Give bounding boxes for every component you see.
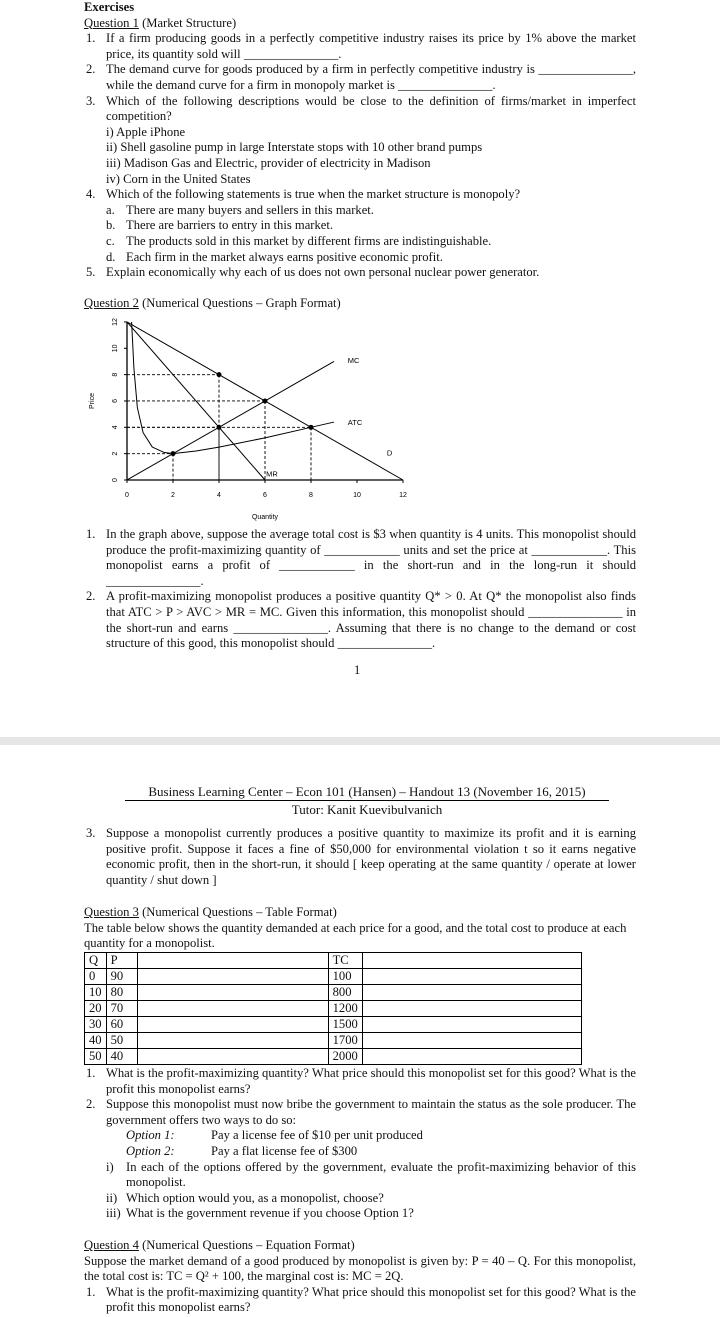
- x-tick-label: 4: [217, 492, 221, 499]
- q2-item: 1. In the graph above, suppose the average total cost is $3 when quantity is 4 units. This monopolist should produce the profit-maximizing quantity of ____________ units and set the price at ____________. This monopolist earns a profit of ____________ in the short-run and in the long-run it should _______________.: [86, 527, 636, 588]
- page-number: 1: [354, 663, 361, 677]
- q3-intro: The table below shows the quantity demanded at each price for a good, and the total cost to produce at each quantity for a monopolist.: [84, 920, 627, 951]
- option-2: Option 2: Pay a flat license fee of $300: [126, 1143, 358, 1158]
- y-tick-label: 8: [111, 372, 119, 377]
- intersection-point: [217, 425, 222, 430]
- q3-items: [84, 1066, 636, 1222]
- intersection-point: [217, 372, 222, 377]
- q1-subheading: (Market Structure): [138, 15, 237, 30]
- cost-table: [84, 952, 582, 1065]
- y-tick-label: 2: [111, 451, 119, 456]
- option: d. Each firm in the market always earns positive economic profit.: [106, 249, 443, 264]
- mc-curve: [127, 361, 334, 480]
- table-row: 20 70 1200: [85, 1001, 582, 1017]
- x-tick-label: 10: [353, 492, 361, 499]
- intersection-point: [171, 451, 176, 456]
- x-tick-label: 6: [263, 492, 267, 499]
- q4-item: 1. What is the profit-maximizing quantity? What price should this monopolist set for this good? What is the profit this monopolist earns?: [86, 1284, 636, 1315]
- exercises-title: Exercises: [84, 0, 135, 14]
- intersection-point: [309, 425, 314, 430]
- x-tick-label: 12: [399, 492, 407, 499]
- sub-question: i) In each of the options offered by the government, evaluate the profit-maximizing behavior of this monopolist.: [106, 1159, 636, 1190]
- option: a. There are many buyers and sellers in this market.: [106, 202, 374, 217]
- q1-item: 2. The demand curve for goods produced by a firm in perfectly competitive industry is _______________, while the demand curve for a firm in monopoly market is _______________.: [86, 62, 636, 92]
- y-tick-label: 12: [111, 318, 119, 326]
- sub-question: iii) What is the government revenue if you choose Option 1?: [106, 1206, 414, 1221]
- y-tick-label: 4: [111, 425, 119, 430]
- option: c. The products sold in this market by different firms are indistinguishable.: [106, 233, 492, 248]
- q4-subheading: (Numerical Questions – Equation Format): [138, 1238, 355, 1252]
- mr-label: MR: [266, 469, 278, 479]
- q2-item: 2. A profit-maximizing monopolist produces a positive quantity Q* > 0. At Q* the monopolist also finds that ATC > P > AVC > MR = MC. Given this information, this monopolist should _______________ in the short-run and earns _______________. Assuming that there is no change to the demand or cost structure of this good, this monopolist should _______________.: [86, 589, 636, 651]
- x-axis-label: Quantity: [251, 514, 279, 521]
- x-tick-label: 2: [171, 492, 175, 499]
- table-row: 40 50 1700: [85, 1033, 582, 1049]
- sub-question: ii) Which option would you, as a monopolist, choose?: [106, 1190, 384, 1205]
- q1-item: 5. Explain economically why each of us does not own personal nuclear power generator.: [86, 265, 540, 280]
- d-label: D: [386, 448, 393, 458]
- option: i) Apple iPhone: [106, 124, 186, 139]
- q1-item: 1. If a firm producing goods in a perfectly competitive industry raises its price by 1% above the market price, its quantity sold will _______________.: [86, 31, 636, 61]
- table-row: 10 80 800: [85, 985, 582, 1001]
- q3-subheading: (Numerical Questions – Table Format): [138, 905, 337, 919]
- q3-item: 2. Suppose this monopolist must now bribe the government to maintain the status as the sole producer. The government offers two ways to do so: Option 1: Pay a license fee of $10 per unit produced Option 2: Pay a flat license fee of $300 i) In each of the options offered by the government, evaluate the profit-maximizing behavior of this monopolist. ii) Which option would you, as a monopolist, choose? iii) What is the government revenue if you choose Option 1?: [86, 1097, 636, 1221]
- q1-item: 4. Which of the following statements is true when the market structure is monopoly? a. There are many buyers and sellers in this market. b. There are barriers to entry in this market. c. The products sold in this market by different firms are indistinguishable. d. Each firm in the market always earns positive economic profit.: [84, 187, 636, 265]
- q2-items: [84, 527, 636, 652]
- y-axis-label: Price: [89, 393, 96, 409]
- table-row: 30 60 1500: [85, 1017, 582, 1033]
- table-row: 50 40 2000: [85, 1049, 582, 1065]
- option: b. There are barriers to entry in this market.: [106, 218, 334, 233]
- q3-item: 1. What is the profit-maximizing quantity? What price should this monopolist set for this good? What is the profit this monopolist earns?: [86, 1066, 636, 1096]
- table-row: 0 90 100: [85, 969, 582, 985]
- option-1: Option 1: Pay a license fee of $10 per unit produced: [126, 1128, 423, 1143]
- tutor-line: Tutor: Kanit Kuevibulvanich: [291, 802, 443, 817]
- question-4-section: [84, 1238, 636, 1316]
- x-tick-label: 8: [309, 492, 313, 499]
- option: iii) Madison Gas and Electric, provider of electricity in Madison: [106, 155, 431, 170]
- y-tick-label: 0: [111, 478, 119, 482]
- q3-heading: Question 3: [84, 905, 139, 919]
- q2-heading: Question 2: [84, 296, 139, 310]
- option: ii) Shell gasoline pump in large Interstate stops with 10 other brand pumps: [106, 140, 483, 155]
- y-tick-label: 6: [111, 399, 119, 403]
- page-separator: [0, 737, 720, 745]
- intersection-point: [263, 398, 268, 403]
- q1-item: 3. Which of the following descriptions would be close to the definition of firms/market in imperfect competition? i) Apple iPhone ii) Shell gasoline pump in large Interstate stops with 10 other brand pumps iii) Madison Gas and Electric, provider of electricity in Madison iv) Corn in the United States: [86, 93, 636, 186]
- atc-label: ATC: [347, 418, 363, 428]
- q1-heading: Question 1: [84, 15, 139, 30]
- handout-header: Business Learning Center – Econ 101 (Hansen) – Handout 13 (November 16, 2015): [125, 784, 609, 801]
- q4-heading: Question 4: [84, 1238, 139, 1252]
- q2-item-3: 3. Suppose a monopolist currently produces a positive quantity to maximize its profit and it is earning positive profit. Suppose it faces a fine of $50,000 for environmental violation t so it earns negative economic profit, then in the short-run, it should [ keep operating at the same quantity / operate at lower quantity / shut down ]: [86, 826, 636, 887]
- y-tick-label: 10: [111, 344, 119, 353]
- q4-intro: Suppose the market demand of a good produced by monopolist is given by: P = 40 – Q. For this monopolist, the total cost is: TC = Q² + 100, the marginal cost is: MC = 2Q.: [84, 1253, 636, 1284]
- q2-subheading: (Numerical Questions – Graph Format): [138, 296, 341, 310]
- x-tick-label: 0: [125, 492, 129, 499]
- option: iv) Corn in the United States: [106, 171, 251, 186]
- monopoly-graph: [0, 0, 720, 530]
- table-header-row: Q P TC: [85, 953, 582, 969]
- question-3-section: [84, 905, 636, 952]
- mc-label: MC: [347, 356, 360, 366]
